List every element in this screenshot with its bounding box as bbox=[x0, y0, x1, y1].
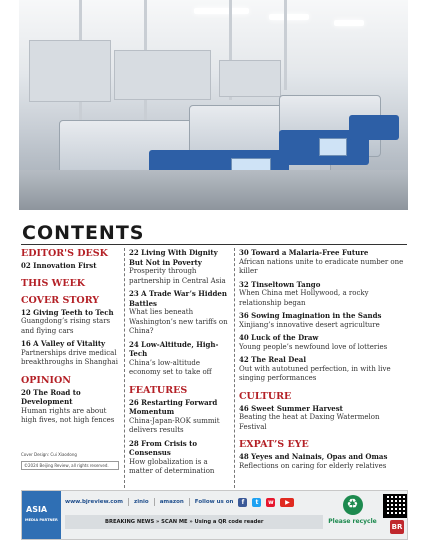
toc-entry[interactable] bbox=[239, 452, 408, 471]
cover-design-credit: Cover Design: Cui Xiaodong bbox=[21, 452, 77, 457]
section-features: FEATURES bbox=[129, 384, 188, 396]
amazon-link[interactable]: amazon bbox=[159, 499, 184, 505]
toc-entry-desc: Prosperity through partnership in Central Asia bbox=[129, 267, 226, 285]
br-logo: BR bbox=[390, 520, 404, 534]
toc-entry-title: 24 Low-Altitude, High-Tech bbox=[129, 339, 219, 358]
toc-entry[interactable] bbox=[239, 355, 408, 384]
toc-entry[interactable] bbox=[239, 404, 408, 433]
section-this-week: THIS WEEK bbox=[21, 277, 86, 289]
toc-entry-desc: Human rights are about high fives, not high fences bbox=[21, 406, 115, 424]
zinio-link[interactable]: zinio bbox=[134, 499, 149, 505]
follow-label: Follow us on bbox=[194, 499, 234, 505]
contents-column-1 bbox=[21, 248, 119, 429]
toc-entry-title: 42 The Real Deal bbox=[239, 355, 306, 364]
breaking-news-strip: BREAKING NEWS » SCAN ME » Using a QR code reader bbox=[65, 515, 323, 529]
asia-logo: ASIA bbox=[26, 505, 48, 514]
toc-entry-desc: What lies beneath Washington’s new tariffs on China? bbox=[129, 308, 228, 335]
toc-entry[interactable] bbox=[129, 340, 229, 378]
toc-entry-desc: Xinjiang’s innovative desert agriculture bbox=[239, 320, 380, 329]
toc-entry-desc: African nations unite to eradicate number one killer bbox=[239, 257, 404, 275]
toc-entry-title: 26 Restarting Forward Momentum bbox=[129, 397, 218, 416]
toc-entry[interactable] bbox=[239, 248, 408, 277]
toc-entry-title: 30 Toward a Malaria-Free Future bbox=[239, 248, 369, 257]
toc-entry-title: 16 A Valley of Vitality bbox=[21, 339, 106, 348]
toc-entry[interactable] bbox=[21, 339, 119, 368]
website-link[interactable]: www.bjreview.com bbox=[65, 499, 124, 505]
toc-entry[interactable] bbox=[129, 398, 229, 436]
toc-entry-desc: Reflections on caring for elderly relatives bbox=[239, 461, 387, 470]
toc-entry-desc: China’s low-altitude economy set to take off bbox=[129, 358, 212, 376]
column-divider bbox=[234, 248, 236, 488]
toc-entry-title: 12 Giving Teeth to Tech bbox=[21, 307, 114, 317]
cover-credit bbox=[21, 452, 119, 470]
divider bbox=[154, 498, 155, 506]
section-cover-story: COVER STORY bbox=[21, 294, 100, 306]
toc-entry-title: 32 Tinseltown Tango bbox=[239, 279, 321, 289]
facebook-icon[interactable]: f bbox=[238, 498, 247, 507]
divider bbox=[189, 498, 190, 506]
toc-entry-title: 20 The Road to Development bbox=[21, 387, 81, 406]
footer-banner bbox=[21, 490, 408, 540]
toc-entry-title: 36 Sowing Imagination in the Sands bbox=[239, 311, 382, 320]
column-divider bbox=[124, 248, 126, 488]
toc-entry[interactable] bbox=[21, 261, 119, 271]
contents-column-2 bbox=[129, 248, 229, 480]
toc-entry-title: 48 Yeyes and Nainais, Opas and Omas bbox=[239, 452, 388, 461]
toc-entry-title: 40 Luck of the Draw bbox=[239, 333, 319, 342]
toc-entry[interactable] bbox=[129, 248, 229, 286]
recycle-text: Please recycle bbox=[328, 518, 377, 525]
toc-entry-desc: Out with autotuned perfection, in with live singing performances bbox=[239, 364, 391, 382]
asia-subtitle: MEDIA PARTNER bbox=[25, 518, 58, 522]
toc-entry-desc: How globalization is a matter of determination bbox=[129, 457, 215, 475]
recycle-badge bbox=[325, 495, 380, 537]
section-expats-eye: EXPAT’S EYE bbox=[239, 439, 309, 450]
recycle-icon: ♻ bbox=[343, 495, 363, 515]
toc-entry-title: 22 Living With Dignity But Not in Poverty bbox=[129, 248, 218, 267]
section-opinion: OPINION bbox=[21, 374, 71, 386]
copyright-notice: ©2024 Beijing Review, all rights reserved. bbox=[21, 461, 119, 470]
toc-entry-desc: Guangdong’s rising stars and flying cars bbox=[21, 317, 111, 335]
qr-code-icon[interactable] bbox=[383, 494, 407, 518]
toc-entry[interactable] bbox=[21, 388, 119, 426]
toc-entry-desc: China-Japan-ROK summit delivers results bbox=[129, 416, 220, 434]
toc-entry-title: 02 Innovation First bbox=[21, 261, 97, 270]
toc-entry-title: 23 A Trade War’s Hidden Battles bbox=[129, 289, 227, 308]
toc-entry[interactable] bbox=[129, 439, 229, 477]
asia-media-partner[interactable] bbox=[22, 491, 61, 539]
toc-entry[interactable] bbox=[21, 308, 119, 337]
divider bbox=[128, 498, 129, 506]
section-editors-desk: EDITOR'S DESK bbox=[21, 248, 108, 259]
toc-entry-desc: When China met Hollywood, a rocky relationship began bbox=[239, 289, 369, 307]
toc-entry[interactable] bbox=[239, 280, 408, 309]
weibo-icon[interactable]: w bbox=[268, 498, 274, 506]
toc-entry[interactable] bbox=[239, 311, 408, 330]
toc-entry-desc: Young people’s newfound love of lotteries bbox=[239, 342, 388, 351]
title-rule bbox=[21, 244, 407, 245]
contents-column-3 bbox=[239, 248, 408, 474]
toc-entry-desc: Beating the heat at Daxing Watermelon Festival bbox=[239, 413, 380, 431]
cover-photo bbox=[19, 0, 408, 210]
toc-entry[interactable] bbox=[239, 333, 408, 352]
toc-entry-title: 46 Sweet Summer Harvest bbox=[239, 403, 343, 413]
twitter-icon[interactable]: t bbox=[252, 498, 261, 507]
toc-entry[interactable] bbox=[129, 289, 229, 337]
toc-entry-desc: Partnerships drive medical breakthroughs in Shanghai bbox=[21, 348, 118, 366]
toc-entry-title: 28 From Crisis to Consensus bbox=[129, 438, 198, 457]
contents-title: CONTENTS bbox=[22, 222, 145, 244]
youtube-icon[interactable]: ▶ bbox=[280, 498, 294, 507]
footer-links bbox=[65, 495, 323, 509]
section-culture: CULTURE bbox=[239, 390, 292, 402]
